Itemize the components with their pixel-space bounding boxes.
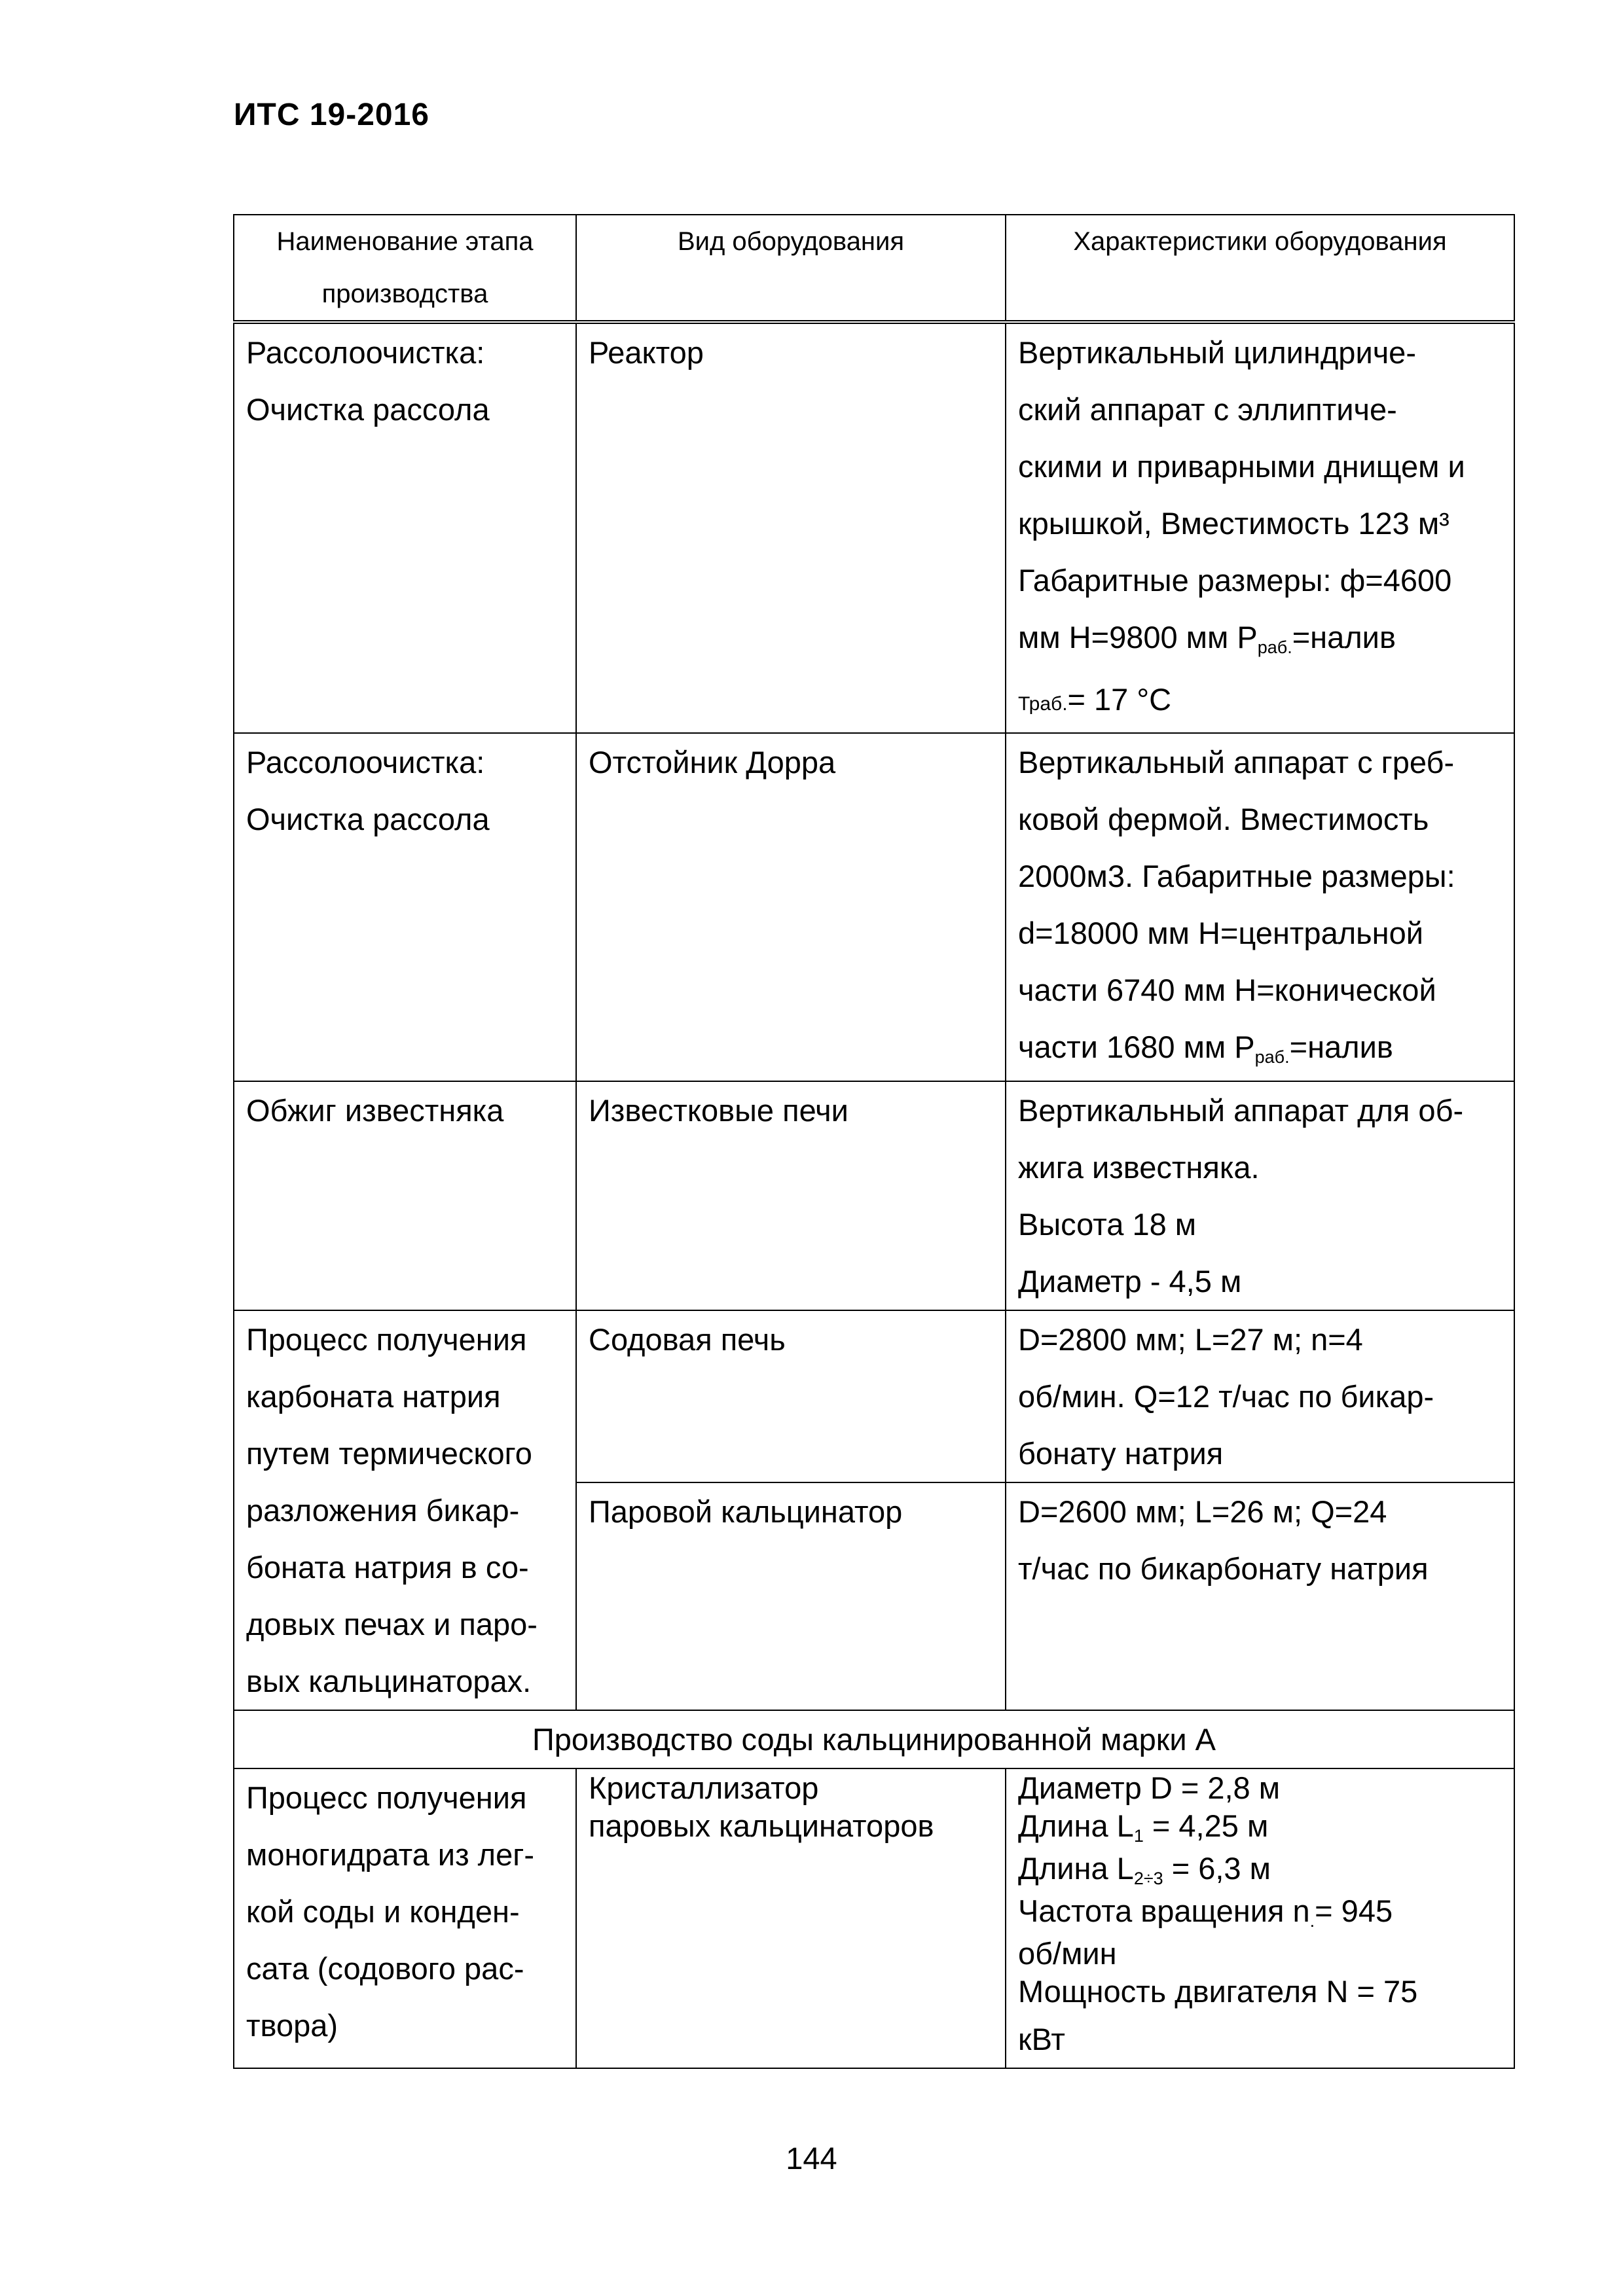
table-row bbox=[234, 1310, 1514, 1482]
spec-line bbox=[1018, 1892, 1502, 1935]
characteristics-cell: D=2600 мм; L=26 м; Q=24 т/час по бикарбонату натрия bbox=[1006, 1482, 1514, 1710]
spec-subscript: раб. bbox=[1254, 1047, 1290, 1067]
spec-text: Длина L bbox=[1018, 1851, 1134, 1886]
spec-line bbox=[1018, 1850, 1502, 1892]
spec-line: кВт bbox=[1018, 2022, 1065, 2056]
document-code: ИТС 19-2016 bbox=[234, 98, 429, 132]
stage-cell: Обжиг известняка bbox=[234, 1081, 576, 1310]
column-header-stage: Наименование этапа производства bbox=[234, 215, 576, 322]
equipment-cell: Отстойник Дорра bbox=[576, 733, 1006, 1081]
table-row bbox=[234, 1081, 1514, 1310]
characteristics-cell bbox=[1006, 322, 1514, 733]
spec-text: Частота вращения n bbox=[1018, 1893, 1310, 1928]
stage-cell: Процесс получения карбоната натрия путем термического разложения бикар- боната натрия в со- довых печах и паро- вых кальцинаторах. bbox=[234, 1310, 576, 1710]
spec-subscript: раб. bbox=[1257, 637, 1292, 657]
column-header-characteristics: Характеристики оборудования bbox=[1006, 215, 1514, 322]
spec-line bbox=[1018, 1807, 1502, 1850]
table-row bbox=[234, 733, 1514, 1081]
stage-cell: Процесс получения моногидрата из лег- кой соды и конден- сата (содового рас- твора) bbox=[234, 1768, 576, 2068]
section-title: Производство соды кальцинированной марки А bbox=[234, 1710, 1514, 1768]
spec-subscript: 2÷3 bbox=[1133, 1869, 1163, 1888]
spec-subscript: . bbox=[1309, 1911, 1315, 1931]
spec-text: Вертикальный цилиндриче- ский аппарат с эллиптиче- скими и приварными днищем и крышкой, Вместимость 123 м³ Габаритные размеры: ф=4600 мм Н=9800 мм Р bbox=[1018, 335, 1465, 655]
spec-text: = 945 bbox=[1315, 1893, 1393, 1928]
stage-cell: Рассолоочистка: Очистка рассола bbox=[234, 322, 576, 733]
spec-line: Мощность двигателя N = 75 bbox=[1018, 1974, 1418, 2009]
characteristics-cell bbox=[1006, 1768, 1514, 2068]
equipment-cell: Кристаллизатор паровых кальцинаторов bbox=[576, 1768, 1006, 2068]
spec-text: =налив bbox=[1289, 1030, 1393, 1064]
spec-line: об/мин bbox=[1018, 1936, 1117, 1971]
table-row bbox=[234, 1768, 1514, 2068]
spec-text: =налив bbox=[1292, 620, 1396, 655]
characteristics-cell bbox=[1006, 733, 1514, 1081]
spec-line: Диаметр D = 2,8 м bbox=[1018, 1770, 1281, 1805]
table-row bbox=[234, 322, 1514, 733]
spec-text: = 6,3 м bbox=[1163, 1851, 1271, 1886]
column-header-equipment: Вид оборудования bbox=[576, 215, 1006, 322]
spec-text: = 4,25 м bbox=[1143, 1808, 1269, 1843]
spec-text: = 17 °С bbox=[1067, 682, 1172, 717]
spec-text: Вертикальный аппарат с греб- ковой фермой. Вместимость 2000м3. Габаритные размеры: d=18000 мм Н=центральной части 6740 мм Н=конической части 1680 мм Р bbox=[1018, 745, 1455, 1064]
section-row bbox=[234, 1710, 1514, 1768]
equipment-cell: Содовая печь bbox=[576, 1310, 1006, 1482]
characteristics-cell: Вертикальный аппарат для об- жига известняка. Высота 18 м Диаметр - 4,5 м bbox=[1006, 1081, 1514, 1310]
equipment-cell: Паровой кальцинатор bbox=[576, 1482, 1006, 1710]
table-header-row bbox=[234, 215, 1514, 322]
spec-text: Длина L bbox=[1018, 1808, 1134, 1843]
stage-cell: Рассолоочистка: Очистка рассола bbox=[234, 733, 576, 1081]
equipment-cell: Реактор bbox=[576, 322, 1006, 733]
page-number: 144 bbox=[786, 2141, 837, 2176]
spec-subscript: 1 bbox=[1133, 1826, 1144, 1846]
equipment-table bbox=[233, 214, 1515, 2069]
characteristics-cell: D=2800 мм; L=27 м; n=4 об/мин. Q=12 т/час по бикар- бонату натрия bbox=[1006, 1310, 1514, 1482]
equipment-cell: Известковые печи bbox=[576, 1081, 1006, 1310]
spec-subscript: Траб. bbox=[1018, 693, 1068, 715]
